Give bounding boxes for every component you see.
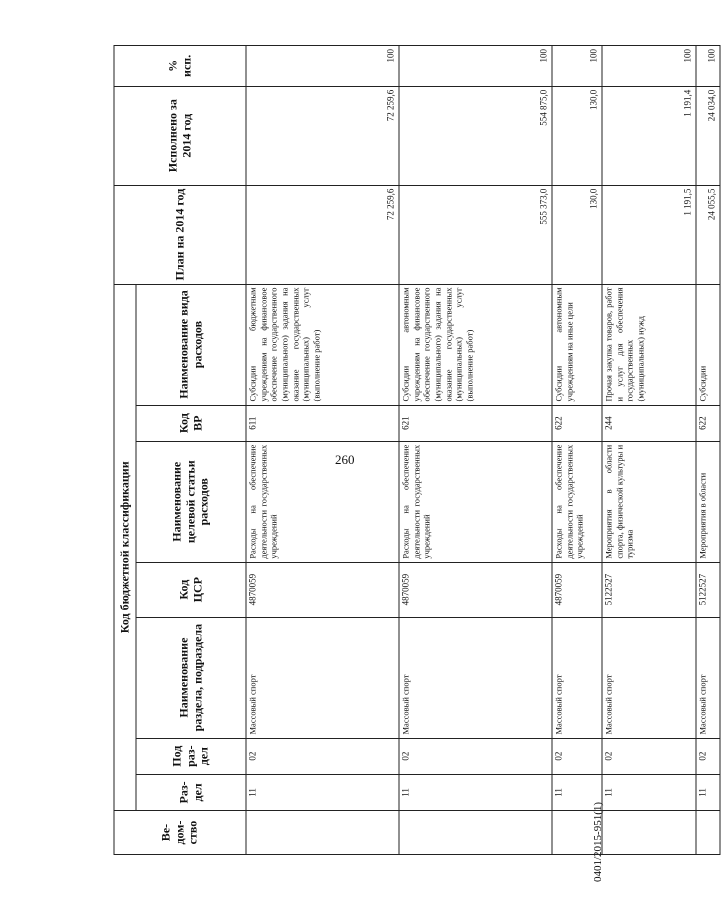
header-razdel: Раз-дел	[136, 774, 246, 810]
cell-target: Мероприятия в области спорта, физической культуры и туризма	[602, 441, 696, 562]
cell-percent: 100	[552, 46, 602, 87]
cell-csr: 5122527	[696, 562, 720, 617]
cell-vedomstvo	[602, 811, 696, 855]
cell-target: Мероприятия в области	[696, 441, 720, 562]
header-name-section: Наименование раздела, подраздела	[136, 617, 246, 738]
cell-podrazdel: 02	[399, 738, 552, 774]
cell-type: Субсидии бюджетным учреждениям на финансовое обеспечение государственного (муниципального) задания на оказание государственных (муниципальных) услуг (выполнение работ)	[246, 284, 399, 405]
cell-executed: 1 191,4	[602, 86, 696, 185]
cell-vr: 611	[246, 405, 399, 441]
cell-executed: 130,0	[552, 86, 602, 185]
cell-csr: 4870059	[399, 562, 552, 617]
cell-section: Массовый спорт	[552, 617, 602, 738]
header-vedomstvo: Ве-дом-ство	[114, 811, 246, 855]
cell-target: Расходы на обеспечение деятельности государственных учреждений	[552, 441, 602, 562]
cell-vedomstvo	[696, 811, 720, 855]
cell-section: Массовый спорт	[602, 617, 696, 738]
cell-percent: 100	[246, 46, 399, 87]
cell-plan: 130,0	[552, 185, 602, 284]
cell-plan: 72 259,6	[246, 185, 399, 284]
header-name-target: Наименование целевой статьи расходов	[136, 441, 246, 562]
cell-csr: 4870059	[246, 562, 399, 617]
cell-type: Субсидии	[696, 284, 720, 405]
cell-razdel: 11	[246, 774, 399, 810]
cell-vedomstvo	[246, 811, 399, 855]
cell-executed: 554 875,0	[399, 86, 552, 185]
form-code: 0401/2015-951(1)	[592, 801, 604, 883]
cell-razdel: 11	[602, 774, 696, 810]
cell-vedomstvo	[399, 811, 552, 855]
cell-vr: 621	[399, 405, 552, 441]
table-row	[696, 46, 720, 855]
header-csr: Код ЦСР	[136, 562, 246, 617]
cell-plan: 24 055,5	[696, 185, 720, 284]
cell-plan: 555 373,0	[399, 185, 552, 284]
cell-vr: 622	[552, 405, 602, 441]
header-plan: План на 2014 год	[114, 185, 246, 284]
cell-podrazdel: 02	[696, 738, 720, 774]
header-executed: Исполнено за 2014 год	[114, 86, 246, 185]
cell-type: Субсидии автономным учреждениям на иные цели	[552, 284, 602, 405]
header-name-type: Наименование вида расходов	[136, 284, 246, 405]
cell-section: Массовый спорт	[696, 617, 720, 738]
table-row	[399, 46, 552, 855]
header-percent: % исп.	[114, 46, 246, 87]
cell-section: Массовый спорт	[246, 617, 399, 738]
cell-executed: 72 259,6	[246, 86, 399, 185]
cell-razdel: 11	[552, 774, 602, 810]
cell-section: Массовый спорт	[399, 617, 552, 738]
cell-podrazdel: 02	[602, 738, 696, 774]
cell-csr: 4870059	[552, 562, 602, 617]
cell-target: Расходы на обеспечение деятельности государственных учреждений	[399, 441, 552, 562]
cell-vedomstvo	[552, 811, 602, 855]
cell-type: Прочая закупка товаров, работ и услуг для обеспечения государственных (муниципальных) нужд	[602, 284, 696, 405]
page-number: 260	[335, 452, 355, 467]
cell-vr: 622	[696, 405, 720, 441]
cell-vr: 244	[602, 405, 696, 441]
cell-razdel: 11	[696, 774, 720, 810]
table-row	[602, 46, 696, 855]
cell-csr: 5122527	[602, 562, 696, 617]
cell-razdel: 11	[399, 774, 552, 810]
header-classification: Код бюджетной классификации	[114, 284, 136, 811]
budget-table	[114, 45, 721, 855]
cell-podrazdel: 02	[246, 738, 399, 774]
header-podrazdel: Под раз-дел	[136, 738, 246, 774]
cell-percent: 100	[602, 46, 696, 87]
cell-target: Расходы на обеспечение деятельности государственных учреждений	[246, 441, 399, 562]
cell-type: Субсидии автономным учреждениям на финансовое обеспечение государственного (муниципального) задания на оказание государственных (муниципальных) услуг (выполнение работ)	[399, 284, 552, 405]
header-vr: Код ВР	[136, 405, 246, 441]
table-row	[552, 46, 602, 855]
cell-percent: 100	[399, 46, 552, 87]
cell-percent: 100	[696, 46, 720, 87]
cell-executed: 24 034,0	[696, 86, 720, 185]
cell-podrazdel: 02	[552, 738, 602, 774]
table-row	[246, 46, 399, 855]
cell-plan: 1 191,5	[602, 185, 696, 284]
